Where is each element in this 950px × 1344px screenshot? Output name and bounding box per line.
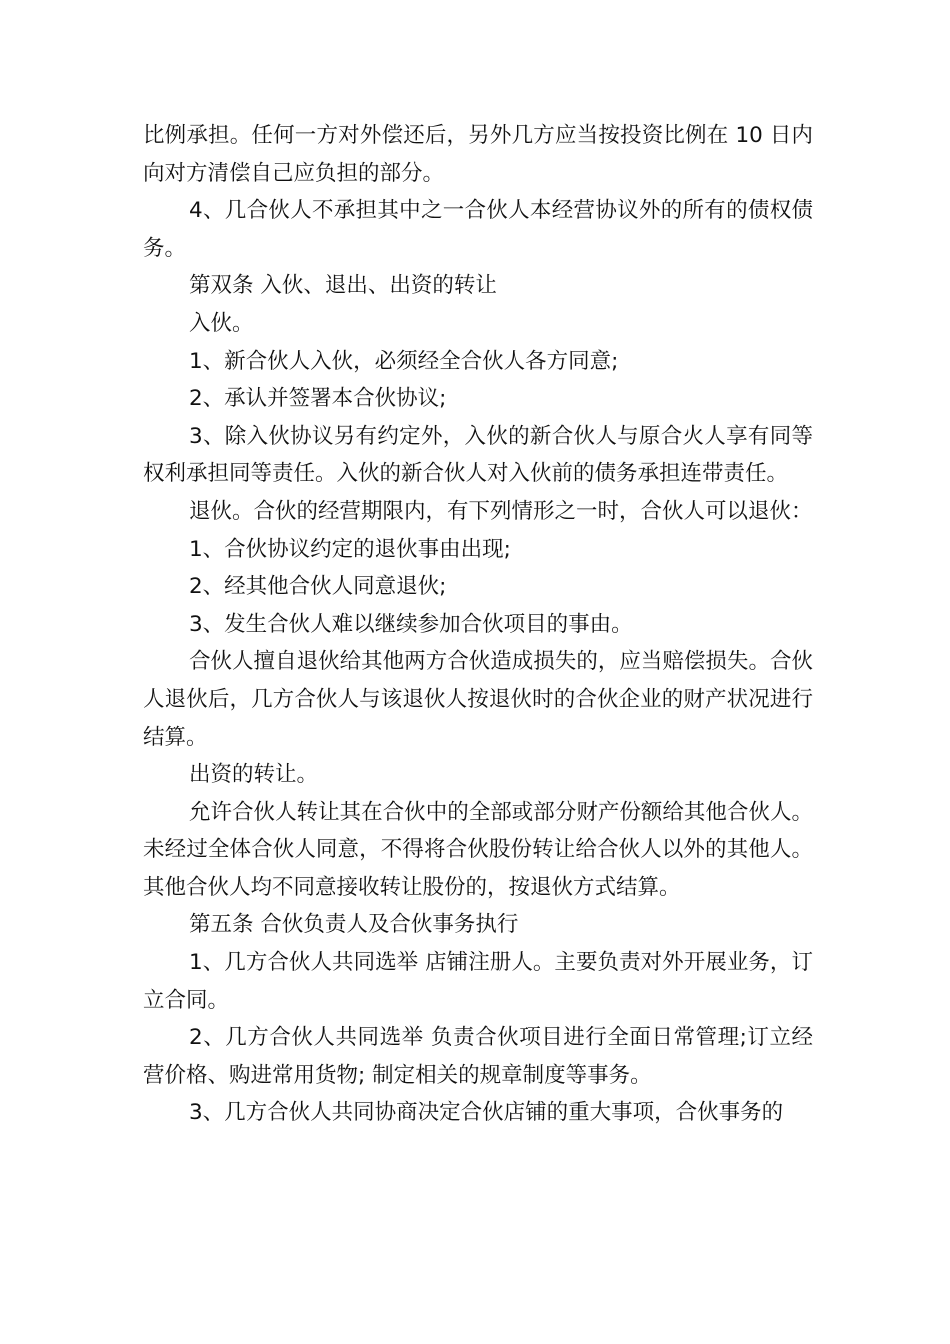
paragraph: 4、几合伙人不承担其中之一合伙人本经营协议外的所有的债权债务。: [143, 198, 813, 261]
list-item: 2、几方合伙人共同选举 负责合伙项目进行全面日常管理;订立经营价格、购进常用货物; 制定相关的规章制度等事务。: [143, 1025, 813, 1088]
paragraph: 退伙。合伙的经营期限内，有下列情形之一时，合伙人可以退伙：: [189, 498, 813, 524]
paragraph: 比例承担。任何一方对外偿还后，另外几方应当按投资比例在 10 日内向对方清偿自己应负担的部分。: [143, 123, 813, 186]
section-heading: 第五条 合伙负责人及合伙事务执行: [189, 912, 519, 938]
paragraph: 合伙人擅自退伙给其他两方合伙造成损失的，应当赔偿损失。合伙人退伙后，几方合伙人与该退伙人按退伙时的合伙企业的财产状况进行结算。: [143, 649, 813, 750]
list-item: 1、几方合伙人共同选举 店铺注册人。主要负责对外开展业务，订立合同。: [143, 950, 813, 1013]
list-item: 3、几方合伙人共同协商决定合伙店铺的重大事项，合伙事务的: [189, 1100, 784, 1126]
list-item: 3、除入伙协议另有约定外，入伙的新合伙人与原合火人享有同等权利承担同等责任。入伙的新合伙人对入伙前的债务承担连带责任。: [143, 423, 813, 487]
paragraph: 允许合伙人转让其在合伙中的全部或部分财产份额给其他合伙人。未经过全体合伙人同意，不得将合伙股份转让给合伙人以外的其他人。其他合伙人均不同意接收转让股份的，按退伙方式结算。: [143, 799, 813, 900]
list-item: 2、承认并签署本合伙协议;: [189, 386, 447, 412]
list-item: 1、新合伙人入伙，必须经全合伙人各方同意;: [189, 348, 619, 374]
subsection-heading: 入伙。: [189, 310, 254, 336]
list-item: 1、合伙协议约定的退伙事由出现;: [189, 536, 511, 562]
list-item: 3、发生合伙人难以继续参加合伙项目的事由。: [189, 611, 633, 637]
document-body: [143, 117, 813, 1132]
subsection-heading: 出资的转让。: [189, 762, 319, 788]
list-item: 2、经其他合伙人同意退伙;: [189, 574, 447, 600]
section-heading: 第双条 入伙、退出、出资的转让: [189, 273, 497, 299]
